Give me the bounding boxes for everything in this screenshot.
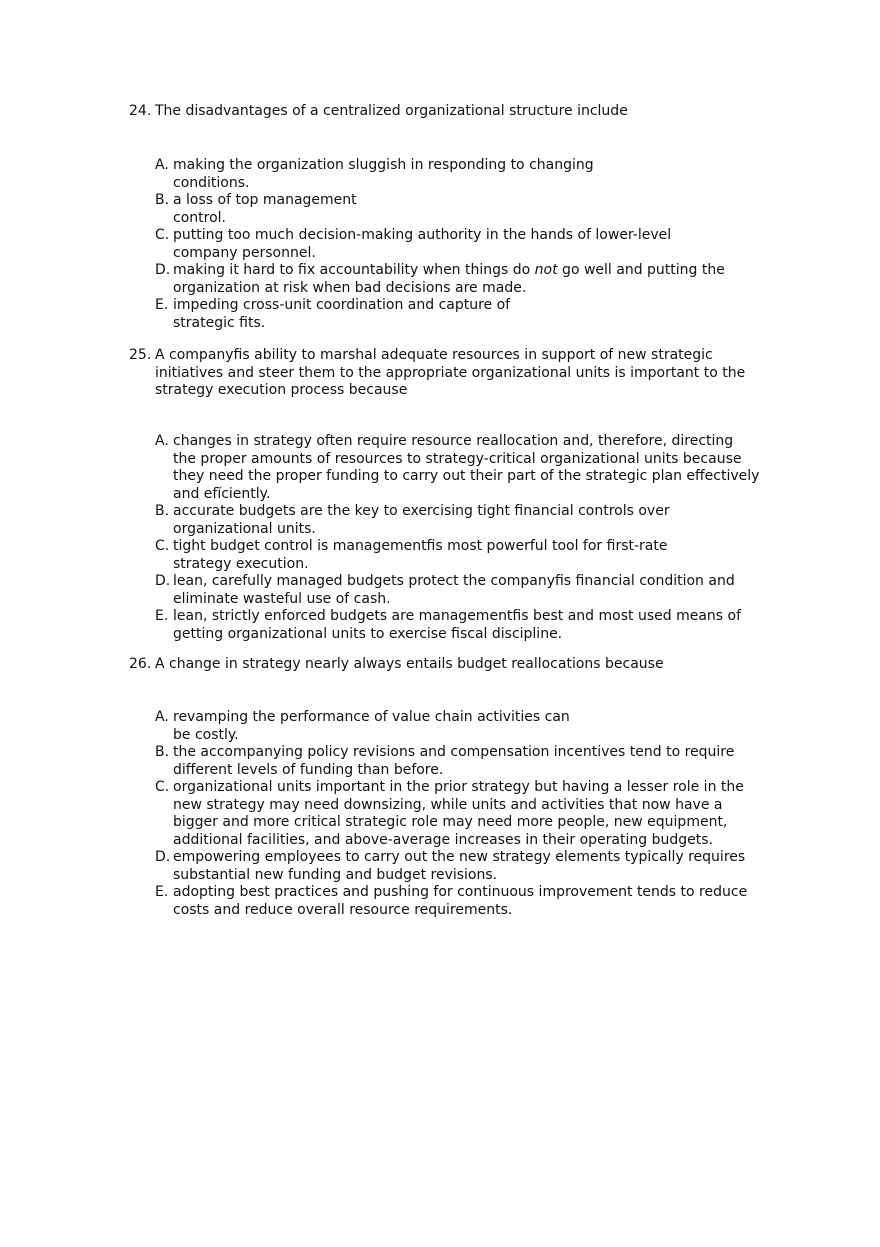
answer-option-d bbox=[155, 849, 835, 884]
option-line bbox=[173, 192, 835, 210]
answer-option-e bbox=[155, 297, 835, 332]
option-line bbox=[173, 591, 835, 609]
option-letter: E. bbox=[155, 297, 169, 313]
question-number: 24. bbox=[129, 103, 152, 119]
answer-option-a bbox=[155, 709, 835, 744]
option-line bbox=[173, 538, 835, 556]
option-letter: D. bbox=[155, 849, 171, 865]
option-line bbox=[173, 468, 835, 486]
text-segment: tight budget control is managementfis most powerful tool for first-rate bbox=[173, 538, 668, 554]
question-number: 26. bbox=[129, 656, 152, 672]
option-line bbox=[173, 157, 835, 175]
text-segment: substantial new funding and budget revisions. bbox=[173, 866, 498, 883]
answer-option-c bbox=[155, 227, 835, 262]
option-line bbox=[173, 503, 835, 521]
text-segment: organizational units. bbox=[173, 520, 316, 537]
option-text bbox=[173, 573, 835, 608]
question-stem bbox=[155, 656, 829, 674]
text-segment: making it hard to fix accountability when things do bbox=[173, 262, 535, 278]
option-line bbox=[173, 797, 835, 815]
option-line bbox=[173, 709, 835, 727]
option-line bbox=[173, 779, 835, 797]
text-segment: changes in strategy often require resource reallocation and, therefore, directing bbox=[173, 433, 734, 449]
text-segment: go well and putting the bbox=[557, 262, 725, 278]
answer-option-e bbox=[155, 608, 835, 643]
option-text bbox=[173, 227, 835, 262]
option-line bbox=[173, 573, 835, 591]
option-line bbox=[173, 556, 835, 574]
text-segment: getting organizational units to exercise fiscal discipline. bbox=[173, 625, 563, 642]
option-line bbox=[173, 297, 835, 315]
option-letter: B. bbox=[155, 503, 170, 519]
answer-option-c bbox=[155, 779, 835, 849]
text-segment: putting too much decision-making authority in the hands of lower-level bbox=[173, 227, 672, 243]
option-letter: C. bbox=[155, 538, 170, 554]
option-letter: C. bbox=[155, 227, 170, 243]
question-stem bbox=[155, 103, 829, 121]
option-letter: A. bbox=[155, 433, 169, 449]
option-line bbox=[173, 727, 835, 745]
answer-option-d bbox=[155, 573, 835, 608]
question-number: 25. bbox=[129, 347, 152, 363]
option-letter: B. bbox=[155, 192, 170, 208]
text-segment: making the organization sluggish in responding to changing bbox=[173, 157, 594, 173]
option-letter: A. bbox=[155, 157, 169, 173]
text-segment: lean, strictly enforced budgets are managementfis best and most used means of bbox=[173, 608, 742, 624]
text-segment: a loss of top management bbox=[173, 192, 357, 208]
text-segment: strategy execution. bbox=[173, 555, 309, 572]
text-segment: empowering employees to carry out the new strategy elements typically requires bbox=[173, 849, 746, 865]
text-segment: lean, carefully managed budgets protect the companyfis financial condition and bbox=[173, 573, 735, 589]
option-line bbox=[173, 245, 835, 263]
text-segment: bigger and more critical strategic role may need more people, new equipment, bbox=[173, 814, 728, 830]
question-25 bbox=[129, 347, 829, 400]
option-line bbox=[173, 315, 835, 333]
question-stem-line: A companyfis ability to marshal adequate resources in support of new strategic bbox=[155, 347, 713, 363]
option-letter: E. bbox=[155, 608, 169, 624]
option-text bbox=[173, 503, 835, 538]
option-line bbox=[173, 451, 835, 469]
option-text bbox=[173, 297, 835, 332]
text-segment: revamping the performance of value chain activities can bbox=[173, 709, 570, 725]
text-segment: eliminate wasteful use of cash. bbox=[173, 590, 391, 607]
question-26 bbox=[129, 656, 829, 674]
text-segment: the proper amounts of resources to strategy-critical organizational units because bbox=[173, 450, 742, 467]
option-letter: E. bbox=[155, 884, 169, 900]
option-text bbox=[173, 849, 835, 884]
option-text bbox=[173, 157, 835, 192]
option-letter: C. bbox=[155, 779, 170, 795]
answer-option-a bbox=[155, 433, 835, 503]
text-segment: new strategy may need downsizing, while units and activities that now have a bbox=[173, 796, 723, 813]
option-line bbox=[173, 608, 835, 626]
option-line bbox=[173, 814, 835, 832]
text-segment: accurate budgets are the key to exercising tight financial controls over bbox=[173, 503, 670, 519]
answer-option-d bbox=[155, 262, 835, 297]
answer-options bbox=[155, 709, 835, 919]
option-text bbox=[173, 608, 835, 643]
question-stem-line: A change in strategy nearly always entails budget reallocations because bbox=[155, 656, 664, 672]
question-stem-line: initiatives and steer them to the appropriate organizational units is important to the bbox=[155, 364, 746, 381]
text-segment: organization at risk when bad decisions are made. bbox=[173, 279, 527, 296]
answer-option-a bbox=[155, 157, 835, 192]
option-line bbox=[173, 744, 835, 762]
option-text bbox=[173, 744, 835, 779]
text-segment: organizational units important in the prior strategy but having a lesser role in the bbox=[173, 779, 744, 795]
answer-option-c bbox=[155, 538, 835, 573]
answer-option-b bbox=[155, 192, 835, 227]
option-line bbox=[173, 227, 835, 245]
option-letter: D. bbox=[155, 262, 171, 278]
option-text bbox=[173, 433, 835, 503]
option-line bbox=[173, 175, 835, 193]
text-segment: they need the proper funding to carry out their part of the strategic plan effectively bbox=[173, 468, 760, 484]
option-line bbox=[173, 884, 835, 902]
answer-option-b bbox=[155, 503, 835, 538]
option-letter: A. bbox=[155, 709, 169, 725]
option-text bbox=[173, 192, 835, 227]
text-segment: and efĭciently. bbox=[173, 485, 271, 502]
text-segment: the accompanying policy revisions and compensation incentives tend to require bbox=[173, 744, 735, 760]
option-line bbox=[173, 832, 835, 850]
option-text bbox=[173, 709, 835, 744]
option-line bbox=[173, 262, 835, 280]
text-segment: conditions. bbox=[173, 174, 250, 191]
option-line bbox=[173, 626, 835, 644]
question-stem bbox=[155, 347, 829, 400]
answer-options bbox=[155, 157, 835, 332]
option-line bbox=[173, 867, 835, 885]
question-24 bbox=[129, 103, 829, 121]
answer-option-b bbox=[155, 744, 835, 779]
option-line bbox=[173, 280, 835, 298]
question-stem-line: The disadvantages of a centralized organizational structure include bbox=[155, 103, 628, 119]
option-text bbox=[173, 884, 835, 919]
option-line bbox=[173, 902, 835, 920]
text-segment: additional facilities, and above-average increases in their operating budgets. bbox=[173, 831, 713, 848]
text-segment: strategic fits. bbox=[173, 314, 266, 331]
text-segment: different levels of funding than before. bbox=[173, 761, 444, 778]
question-stem-line: strategy execution process because bbox=[155, 382, 408, 398]
option-text bbox=[173, 262, 835, 297]
option-text bbox=[173, 538, 835, 573]
text-segment: costs and reduce overall resource requirements. bbox=[173, 901, 513, 918]
text-segment: control. bbox=[173, 209, 226, 226]
option-line bbox=[173, 521, 835, 539]
option-line bbox=[173, 486, 835, 504]
option-line bbox=[173, 849, 835, 867]
option-line bbox=[173, 433, 835, 451]
option-letter: B. bbox=[155, 744, 170, 760]
text-segment: be costly. bbox=[173, 726, 239, 743]
text-segment: company personnel. bbox=[173, 244, 316, 261]
text-segment: impeding cross-unit coordination and capture of bbox=[173, 297, 511, 313]
option-text bbox=[173, 779, 835, 849]
emphasis-text: not bbox=[534, 262, 558, 278]
answer-option-e bbox=[155, 884, 835, 919]
text-segment: adopting best practices and pushing for continuous improvement tends to reduce bbox=[173, 884, 748, 900]
option-line bbox=[173, 210, 835, 228]
answer-options bbox=[155, 433, 835, 643]
option-letter: D. bbox=[155, 573, 171, 589]
option-line bbox=[173, 762, 835, 780]
